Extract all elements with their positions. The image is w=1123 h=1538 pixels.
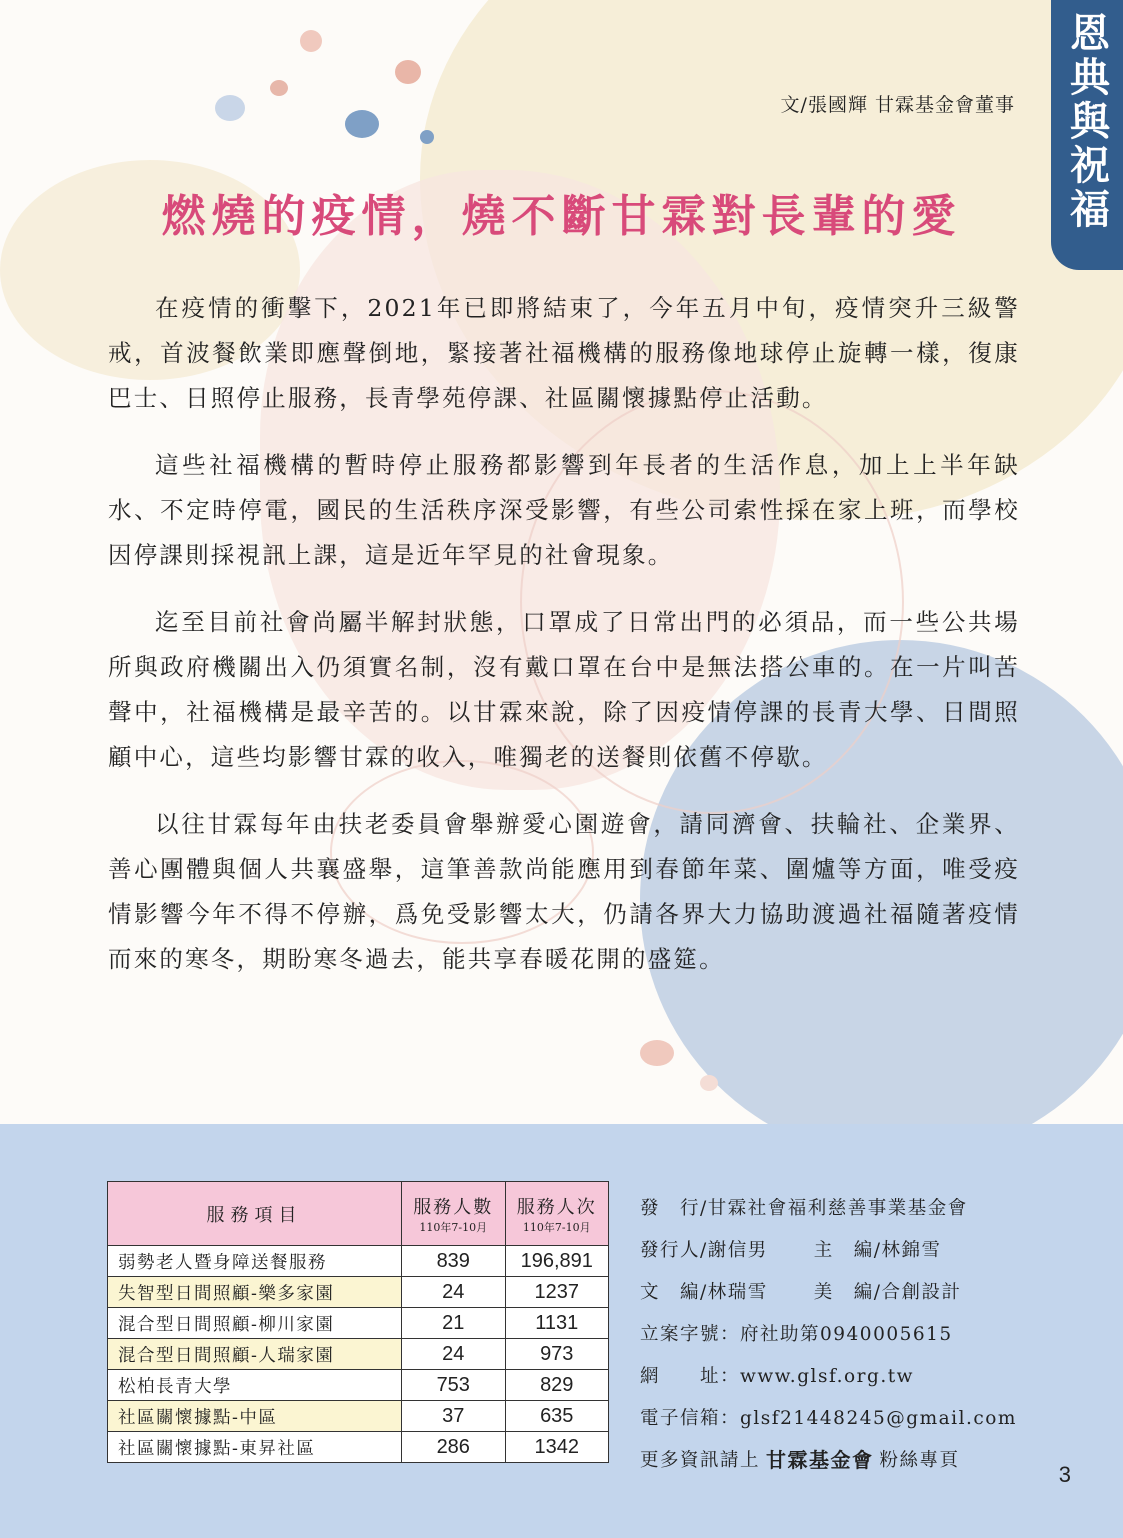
visit-count: 973 [505, 1339, 609, 1370]
table-row [108, 1370, 609, 1401]
table-row [108, 1432, 609, 1463]
side-tab-label: 恩典與祝福 [1063, 12, 1111, 232]
paragraph: 以往甘霖每年由扶老委員會舉辦愛心園遊會，請同濟會、扶輪社、企業界、善心團體與個人共襄盛舉，這筆善款尚能應用到春節年菜、圍爐等方面，唯受疫情影響今年不得不停辦，爲免受影響太大，仍請各界大力協助渡過社福隨著疫情而來的寒冬，期盼寒冬過去，能共享春暖花開的盛筵。 [108, 810, 1020, 973]
table-header-row [108, 1182, 609, 1246]
author-byline: 文/張國輝 甘霖基金會董事 [780, 94, 1015, 116]
service-name: 失智型日間照顧-樂多家園 [108, 1277, 402, 1308]
header-people-label: 服務人數 [413, 1196, 494, 1218]
header-visits-label: 服務人次 [516, 1196, 597, 1218]
service-name: 社區關懷據點-東昇社區 [108, 1432, 402, 1463]
visit-count: 1342 [505, 1432, 609, 1463]
table-row [108, 1246, 609, 1277]
art-editor: 美 編/合創設計 [813, 1282, 962, 1303]
people-count: 37 [402, 1401, 506, 1432]
publisher: 發行人/謝信男 [640, 1240, 768, 1261]
visit-count: 1237 [505, 1277, 609, 1308]
visit-count: 829 [505, 1370, 609, 1401]
people-count: 24 [402, 1339, 506, 1370]
service-name: 混合型日間照顧-柳川家園 [108, 1308, 402, 1339]
website-link[interactable]: 網 址：www.glsf.org.tw [640, 1366, 914, 1387]
paragraph: 迄至目前社會尚屬半解封狀態，口罩成了日常出門的必須品，而一些公共場所與政府機關出入仍須實名制，沒有戴口罩在台中是無法搭公車的。在一片叫苦聲中，社福機構是最辛苦的。以甘霖來說，除了因疫情停課的長青大學、日間照顧中心，這些均影響甘霖的收入，唯獨老的送餐則依舊不停歇。 [108, 608, 1020, 771]
table-row [108, 1339, 609, 1370]
service-name: 弱勢老人暨身障送餐服務 [108, 1246, 402, 1277]
people-count: 286 [402, 1432, 506, 1463]
table-row [108, 1401, 609, 1432]
visit-count: 1131 [505, 1308, 609, 1339]
visit-count: 196,891 [505, 1246, 609, 1277]
table-row [108, 1308, 609, 1339]
people-count: 753 [402, 1370, 506, 1401]
registration-number: 立案字號：府社助第0940005615 [640, 1324, 953, 1345]
writer: 文 編/林瑞雪 [640, 1282, 768, 1303]
issuer: 發 行/甘霖社會福利慈善事業基金會 [640, 1198, 968, 1219]
email-link[interactable]: 電子信箱：glsf21448245@gmail.com [640, 1408, 1017, 1429]
header-people [402, 1182, 506, 1246]
service-name: 松柏長青大學 [108, 1370, 402, 1401]
article-body [108, 286, 1020, 1004]
people-count: 21 [402, 1308, 506, 1339]
paragraph: 在疫情的衝擊下，2021年已即將結束了，今年五月中旬，疫情突升三級警戒，首波餐飲業即應聲倒地，緊接著社福機構的服務像地球停止旋轉一樣，復康巴士、日照停止服務，長青學苑停課、社區關懷據點停止活動。 [108, 294, 1020, 412]
header-visits [505, 1182, 609, 1246]
service-stats-table [107, 1181, 609, 1463]
article-title: 燃燒的疫情，燒不斷甘霖對長輩的愛 [161, 191, 962, 242]
service-name: 社區關懷據點-中區 [108, 1401, 402, 1432]
table-row [108, 1277, 609, 1308]
more-info-suffix: 粉絲專頁 [879, 1450, 960, 1471]
more-info-prefix: 更多資訊請上 [640, 1450, 761, 1471]
publication-info [640, 1188, 1017, 1482]
header-people-period: 110年7-10月 [419, 1220, 488, 1234]
header-service-item: 服務項目 [108, 1182, 402, 1246]
service-name: 混合型日間照顧-人瑞家園 [108, 1339, 402, 1370]
people-count: 839 [402, 1246, 506, 1277]
paragraph: 這些社福機構的暫時停止服務都影響到年長者的生活作息，加上上半年缺水、不定時停電，國民的生活秩序深受影響，有些公司索性採在家上班，而學校因停課則採視訊上課，這是近年罕見的社會現象。 [108, 451, 1020, 569]
people-count: 24 [402, 1277, 506, 1308]
page-number: 3 [1058, 1462, 1071, 1487]
editor-in-chief: 主 編/林錦雪 [813, 1240, 942, 1261]
fanpage-brand: 甘霖基金會 [766, 1450, 874, 1472]
visit-count: 635 [505, 1401, 609, 1432]
header-visits-period: 110年7-10月 [522, 1220, 591, 1234]
